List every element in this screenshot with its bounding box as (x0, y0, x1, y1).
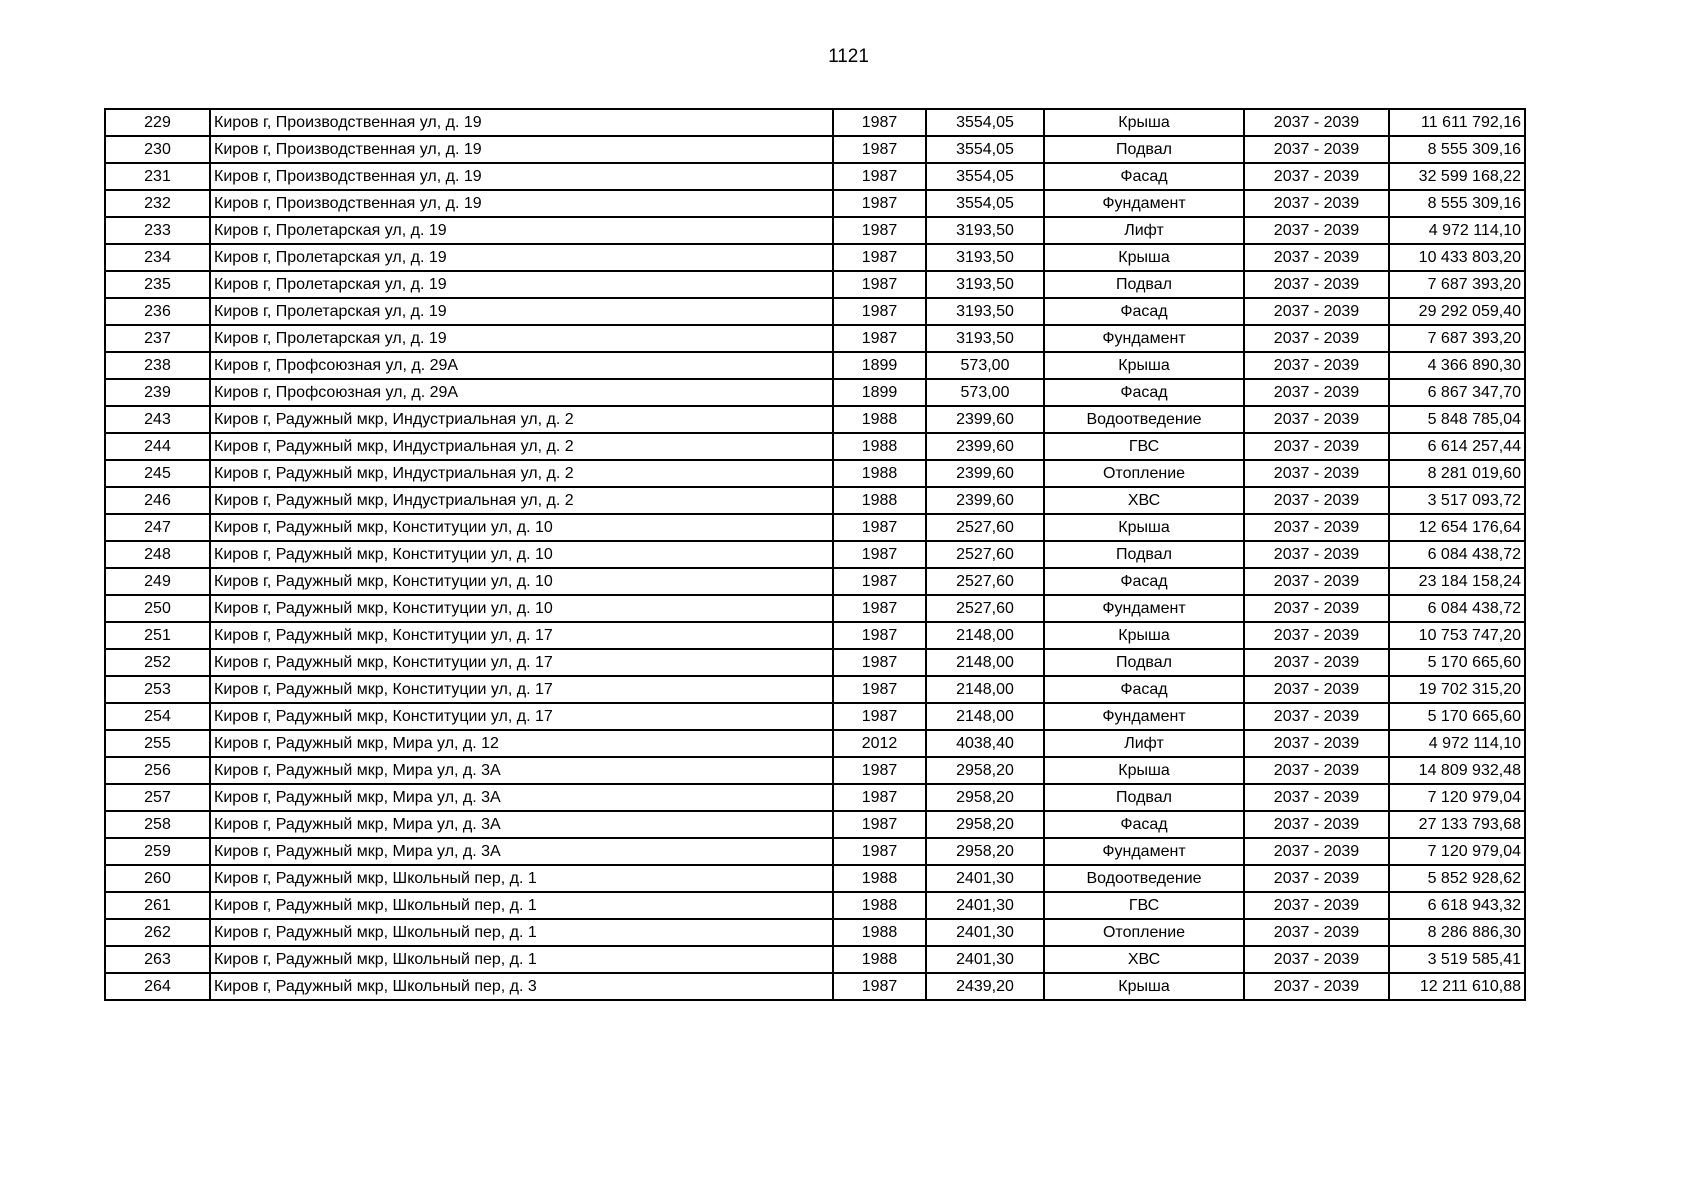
cost-cell: 6 614 257,44 (1389, 433, 1525, 460)
address-cell: Киров г, Радужный мкр, Школьный пер, д. 1 (210, 865, 833, 892)
address-cell: Киров г, Радужный мкр, Мира ул, д. 3А (210, 784, 833, 811)
row-number-cell: 245 (105, 460, 210, 487)
address-cell: Киров г, Профсоюзная ул, д. 29А (210, 352, 833, 379)
cost-cell: 19 702 315,20 (1389, 676, 1525, 703)
row-number-cell: 246 (105, 487, 210, 514)
work-type-cell: Водоотведение (1044, 406, 1244, 433)
table-row (105, 136, 1525, 163)
area-cell: 2527,60 (926, 595, 1044, 622)
cost-cell: 7 120 979,04 (1389, 838, 1525, 865)
address-cell: Киров г, Пролетарская ул, д. 19 (210, 217, 833, 244)
address-cell: Киров г, Радужный мкр, Индустриальная ул, д. 2 (210, 433, 833, 460)
cost-cell: 8 555 309,16 (1389, 190, 1525, 217)
address-cell: Киров г, Пролетарская ул, д. 19 (210, 271, 833, 298)
year-built-cell: 1988 (833, 460, 926, 487)
area-cell: 2527,60 (926, 541, 1044, 568)
address-cell: Киров г, Радужный мкр, Конституции ул, д. 10 (210, 595, 833, 622)
cost-cell: 5 170 665,60 (1389, 649, 1525, 676)
period-cell: 2037 - 2039 (1244, 568, 1389, 595)
address-cell: Киров г, Радужный мкр, Конституции ул, д. 10 (210, 514, 833, 541)
table-row (105, 595, 1525, 622)
cost-cell: 4 366 890,30 (1389, 352, 1525, 379)
row-number-cell: 247 (105, 514, 210, 541)
period-cell: 2037 - 2039 (1244, 676, 1389, 703)
cost-cell: 8 281 019,60 (1389, 460, 1525, 487)
area-cell: 2399,60 (926, 406, 1044, 433)
year-built-cell: 1987 (833, 622, 926, 649)
year-built-cell: 1987 (833, 541, 926, 568)
cost-cell: 7 687 393,20 (1389, 271, 1525, 298)
address-cell: Киров г, Производственная ул, д. 19 (210, 163, 833, 190)
work-type-cell: Подвал (1044, 784, 1244, 811)
address-cell: Киров г, Пролетарская ул, д. 19 (210, 298, 833, 325)
year-built-cell: 1987 (833, 325, 926, 352)
row-number-cell: 233 (105, 217, 210, 244)
area-cell: 3193,50 (926, 271, 1044, 298)
table-row (105, 379, 1525, 406)
cost-cell: 12 211 610,88 (1389, 973, 1525, 1000)
address-cell: Киров г, Радужный мкр, Конституции ул, д. 17 (210, 703, 833, 730)
table-row (105, 919, 1525, 946)
area-cell: 3193,50 (926, 325, 1044, 352)
cost-cell: 4 972 114,10 (1389, 217, 1525, 244)
area-cell: 2148,00 (926, 676, 1044, 703)
period-cell: 2037 - 2039 (1244, 109, 1389, 136)
area-cell: 2401,30 (926, 919, 1044, 946)
area-cell: 2399,60 (926, 487, 1044, 514)
cost-cell: 14 809 932,48 (1389, 757, 1525, 784)
area-cell: 2401,30 (926, 865, 1044, 892)
year-built-cell: 1987 (833, 676, 926, 703)
period-cell: 2037 - 2039 (1244, 298, 1389, 325)
address-cell: Киров г, Радужный мкр, Индустриальная ул, д. 2 (210, 406, 833, 433)
period-cell: 2037 - 2039 (1244, 541, 1389, 568)
year-built-cell: 1988 (833, 433, 926, 460)
address-cell: Киров г, Производственная ул, д. 19 (210, 109, 833, 136)
cost-cell: 8 555 309,16 (1389, 136, 1525, 163)
address-cell: Киров г, Радужный мкр, Школьный пер, д. 1 (210, 946, 833, 973)
row-number-cell: 229 (105, 109, 210, 136)
area-cell: 3554,05 (926, 190, 1044, 217)
area-cell: 3554,05 (926, 136, 1044, 163)
period-cell: 2037 - 2039 (1244, 244, 1389, 271)
row-number-cell: 235 (105, 271, 210, 298)
cost-cell: 27 133 793,68 (1389, 811, 1525, 838)
period-cell: 2037 - 2039 (1244, 703, 1389, 730)
table-row (105, 433, 1525, 460)
area-cell: 2399,60 (926, 460, 1044, 487)
table-row (105, 811, 1525, 838)
work-type-cell: Крыша (1044, 352, 1244, 379)
period-cell: 2037 - 2039 (1244, 460, 1389, 487)
area-cell: 2958,20 (926, 811, 1044, 838)
area-cell: 2958,20 (926, 757, 1044, 784)
cost-cell: 10 433 803,20 (1389, 244, 1525, 271)
work-type-cell: Крыша (1044, 973, 1244, 1000)
year-built-cell: 1899 (833, 379, 926, 406)
year-built-cell: 1987 (833, 271, 926, 298)
table-row (105, 973, 1525, 1000)
period-cell: 2037 - 2039 (1244, 217, 1389, 244)
period-cell: 2037 - 2039 (1244, 838, 1389, 865)
period-cell: 2037 - 2039 (1244, 487, 1389, 514)
cost-cell: 23 184 158,24 (1389, 568, 1525, 595)
period-cell: 2037 - 2039 (1244, 595, 1389, 622)
year-built-cell: 1899 (833, 352, 926, 379)
table-body (105, 109, 1525, 1000)
period-cell: 2037 - 2039 (1244, 649, 1389, 676)
work-type-cell: Фасад (1044, 163, 1244, 190)
row-number-cell: 237 (105, 325, 210, 352)
year-built-cell: 1987 (833, 973, 926, 1000)
period-cell: 2037 - 2039 (1244, 163, 1389, 190)
table-row (105, 541, 1525, 568)
work-type-cell: Фасад (1044, 568, 1244, 595)
cost-cell: 3 519 585,41 (1389, 946, 1525, 973)
work-type-cell: Фасад (1044, 298, 1244, 325)
row-number-cell: 259 (105, 838, 210, 865)
cost-cell: 7 120 979,04 (1389, 784, 1525, 811)
row-number-cell: 264 (105, 973, 210, 1000)
area-cell: 573,00 (926, 379, 1044, 406)
address-cell: Киров г, Пролетарская ул, д. 19 (210, 244, 833, 271)
year-built-cell: 1987 (833, 838, 926, 865)
row-number-cell: 262 (105, 919, 210, 946)
period-cell: 2037 - 2039 (1244, 784, 1389, 811)
year-built-cell: 1987 (833, 190, 926, 217)
work-type-cell: ГВС (1044, 892, 1244, 919)
cost-cell: 5 848 785,04 (1389, 406, 1525, 433)
work-type-cell: Крыша (1044, 244, 1244, 271)
period-cell: 2037 - 2039 (1244, 136, 1389, 163)
area-cell: 3193,50 (926, 217, 1044, 244)
period-cell: 2037 - 2039 (1244, 865, 1389, 892)
year-built-cell: 1987 (833, 109, 926, 136)
year-built-cell: 1988 (833, 946, 926, 973)
address-cell: Киров г, Профсоюзная ул, д. 29А (210, 379, 833, 406)
row-number-cell: 236 (105, 298, 210, 325)
table-row (105, 406, 1525, 433)
work-type-cell: Крыша (1044, 757, 1244, 784)
table-row (105, 757, 1525, 784)
period-cell: 2037 - 2039 (1244, 622, 1389, 649)
period-cell: 2037 - 2039 (1244, 892, 1389, 919)
table-row (105, 892, 1525, 919)
period-cell: 2037 - 2039 (1244, 514, 1389, 541)
table-row (105, 649, 1525, 676)
year-built-cell: 1987 (833, 757, 926, 784)
table-row (105, 487, 1525, 514)
cost-cell: 6 084 438,72 (1389, 541, 1525, 568)
work-type-cell: Отопление (1044, 460, 1244, 487)
table-row (105, 325, 1525, 352)
row-number-cell: 248 (105, 541, 210, 568)
period-cell: 2037 - 2039 (1244, 919, 1389, 946)
address-cell: Киров г, Радужный мкр, Индустриальная ул, д. 2 (210, 487, 833, 514)
year-built-cell: 1988 (833, 406, 926, 433)
cost-cell: 5 852 928,62 (1389, 865, 1525, 892)
year-built-cell: 1987 (833, 784, 926, 811)
area-cell: 3193,50 (926, 244, 1044, 271)
work-type-cell: Подвал (1044, 136, 1244, 163)
row-number-cell: 256 (105, 757, 210, 784)
year-built-cell: 1987 (833, 595, 926, 622)
year-built-cell: 1987 (833, 811, 926, 838)
area-cell: 3193,50 (926, 298, 1044, 325)
work-type-cell: Фундамент (1044, 838, 1244, 865)
row-number-cell: 244 (105, 433, 210, 460)
table-row (105, 244, 1525, 271)
work-type-cell: Водоотведение (1044, 865, 1244, 892)
area-cell: 4038,40 (926, 730, 1044, 757)
work-type-cell: Лифт (1044, 730, 1244, 757)
area-cell: 2148,00 (926, 622, 1044, 649)
year-built-cell: 1987 (833, 514, 926, 541)
area-cell: 2439,20 (926, 973, 1044, 1000)
table-row (105, 352, 1525, 379)
work-type-cell: Подвал (1044, 649, 1244, 676)
row-number-cell: 251 (105, 622, 210, 649)
row-number-cell: 253 (105, 676, 210, 703)
row-number-cell: 249 (105, 568, 210, 595)
work-type-cell: ГВС (1044, 433, 1244, 460)
row-number-cell: 257 (105, 784, 210, 811)
table-row (105, 838, 1525, 865)
address-cell: Киров г, Радужный мкр, Индустриальная ул, д. 2 (210, 460, 833, 487)
period-cell: 2037 - 2039 (1244, 325, 1389, 352)
row-number-cell: 234 (105, 244, 210, 271)
cost-cell: 6 084 438,72 (1389, 595, 1525, 622)
work-type-cell: Лифт (1044, 217, 1244, 244)
year-built-cell: 1987 (833, 703, 926, 730)
address-cell: Киров г, Радужный мкр, Конституции ул, д. 17 (210, 649, 833, 676)
row-number-cell: 252 (105, 649, 210, 676)
address-cell: Киров г, Производственная ул, д. 19 (210, 136, 833, 163)
table-row (105, 190, 1525, 217)
row-number-cell: 238 (105, 352, 210, 379)
period-cell: 2037 - 2039 (1244, 973, 1389, 1000)
period-cell: 2037 - 2039 (1244, 946, 1389, 973)
address-cell: Киров г, Радужный мкр, Мира ул, д. 12 (210, 730, 833, 757)
table-row (105, 622, 1525, 649)
work-type-cell: Фасад (1044, 676, 1244, 703)
area-cell: 2527,60 (926, 568, 1044, 595)
year-built-cell: 2012 (833, 730, 926, 757)
area-cell: 2401,30 (926, 946, 1044, 973)
year-built-cell: 1987 (833, 136, 926, 163)
row-number-cell: 230 (105, 136, 210, 163)
period-cell: 2037 - 2039 (1244, 190, 1389, 217)
row-number-cell: 231 (105, 163, 210, 190)
area-cell: 3554,05 (926, 109, 1044, 136)
work-type-cell: Фасад (1044, 811, 1244, 838)
table-row (105, 730, 1525, 757)
year-built-cell: 1988 (833, 919, 926, 946)
period-cell: 2037 - 2039 (1244, 271, 1389, 298)
work-type-cell: Отопление (1044, 919, 1244, 946)
area-cell: 2958,20 (926, 838, 1044, 865)
period-cell: 2037 - 2039 (1244, 379, 1389, 406)
area-cell: 2527,60 (926, 514, 1044, 541)
year-built-cell: 1988 (833, 892, 926, 919)
address-cell: Киров г, Радужный мкр, Школьный пер, д. 1 (210, 892, 833, 919)
cost-cell: 10 753 747,20 (1389, 622, 1525, 649)
year-built-cell: 1987 (833, 568, 926, 595)
row-number-cell: 232 (105, 190, 210, 217)
table-row (105, 568, 1525, 595)
table-row (105, 217, 1525, 244)
work-type-cell: ХВС (1044, 946, 1244, 973)
address-cell: Киров г, Производственная ул, д. 19 (210, 190, 833, 217)
row-number-cell: 261 (105, 892, 210, 919)
table-row (105, 298, 1525, 325)
work-type-cell: Крыша (1044, 622, 1244, 649)
cost-cell: 4 972 114,10 (1389, 730, 1525, 757)
area-cell: 2958,20 (926, 784, 1044, 811)
table-row (105, 109, 1525, 136)
address-cell: Киров г, Радужный мкр, Школьный пер, д. 1 (210, 919, 833, 946)
work-type-cell: Фундамент (1044, 595, 1244, 622)
address-cell: Киров г, Радужный мкр, Мира ул, д. 3А (210, 838, 833, 865)
area-cell: 573,00 (926, 352, 1044, 379)
table-row (105, 946, 1525, 973)
table-row (105, 865, 1525, 892)
table-row (105, 271, 1525, 298)
row-number-cell: 243 (105, 406, 210, 433)
table-row (105, 163, 1525, 190)
table-row (105, 676, 1525, 703)
area-cell: 2148,00 (926, 703, 1044, 730)
period-cell: 2037 - 2039 (1244, 757, 1389, 784)
area-cell: 2401,30 (926, 892, 1044, 919)
year-built-cell: 1987 (833, 163, 926, 190)
row-number-cell: 258 (105, 811, 210, 838)
cost-cell: 7 687 393,20 (1389, 325, 1525, 352)
row-number-cell: 255 (105, 730, 210, 757)
year-built-cell: 1988 (833, 865, 926, 892)
period-cell: 2037 - 2039 (1244, 730, 1389, 757)
area-cell: 3554,05 (926, 163, 1044, 190)
address-cell: Киров г, Радужный мкр, Конституции ул, д. 17 (210, 676, 833, 703)
year-built-cell: 1987 (833, 244, 926, 271)
cost-cell: 3 517 093,72 (1389, 487, 1525, 514)
address-cell: Киров г, Радужный мкр, Школьный пер, д. 3 (210, 973, 833, 1000)
address-cell: Киров г, Радужный мкр, Конституции ул, д. 10 (210, 568, 833, 595)
year-built-cell: 1988 (833, 487, 926, 514)
period-cell: 2037 - 2039 (1244, 406, 1389, 433)
address-cell: Киров г, Радужный мкр, Мира ул, д. 3А (210, 811, 833, 838)
cost-cell: 12 654 176,64 (1389, 514, 1525, 541)
period-cell: 2037 - 2039 (1244, 433, 1389, 460)
area-cell: 2148,00 (926, 649, 1044, 676)
table-row (105, 703, 1525, 730)
work-type-cell: ХВС (1044, 487, 1244, 514)
work-type-cell: Фасад (1044, 379, 1244, 406)
row-number-cell: 263 (105, 946, 210, 973)
year-built-cell: 1987 (833, 649, 926, 676)
work-type-cell: Подвал (1044, 541, 1244, 568)
address-cell: Киров г, Радужный мкр, Мира ул, д. 3А (210, 757, 833, 784)
table-row (105, 460, 1525, 487)
row-number-cell: 254 (105, 703, 210, 730)
cost-cell: 8 286 886,30 (1389, 919, 1525, 946)
cost-cell: 6 867 347,70 (1389, 379, 1525, 406)
period-cell: 2037 - 2039 (1244, 811, 1389, 838)
row-number-cell: 239 (105, 379, 210, 406)
area-cell: 2399,60 (926, 433, 1044, 460)
work-type-cell: Фундамент (1044, 703, 1244, 730)
work-type-cell: Фундамент (1044, 190, 1244, 217)
work-type-cell: Крыша (1044, 109, 1244, 136)
work-type-cell: Крыша (1044, 514, 1244, 541)
work-type-cell: Подвал (1044, 271, 1244, 298)
row-number-cell: 260 (105, 865, 210, 892)
address-cell: Киров г, Радужный мкр, Конституции ул, д. 10 (210, 541, 833, 568)
row-number-cell: 250 (105, 595, 210, 622)
cost-cell: 32 599 168,22 (1389, 163, 1525, 190)
address-cell: Киров г, Радужный мкр, Конституции ул, д. 17 (210, 622, 833, 649)
table-row (105, 514, 1525, 541)
repair-schedule-table (104, 108, 1526, 1001)
year-built-cell: 1987 (833, 298, 926, 325)
cost-cell: 6 618 943,32 (1389, 892, 1525, 919)
address-cell: Киров г, Пролетарская ул, д. 19 (210, 325, 833, 352)
period-cell: 2037 - 2039 (1244, 352, 1389, 379)
page-number: 1121 (828, 46, 869, 67)
cost-cell: 11 611 792,16 (1389, 109, 1525, 136)
cost-cell: 5 170 665,60 (1389, 703, 1525, 730)
cost-cell: 29 292 059,40 (1389, 298, 1525, 325)
work-type-cell: Фундамент (1044, 325, 1244, 352)
year-built-cell: 1987 (833, 217, 926, 244)
table-row (105, 784, 1525, 811)
